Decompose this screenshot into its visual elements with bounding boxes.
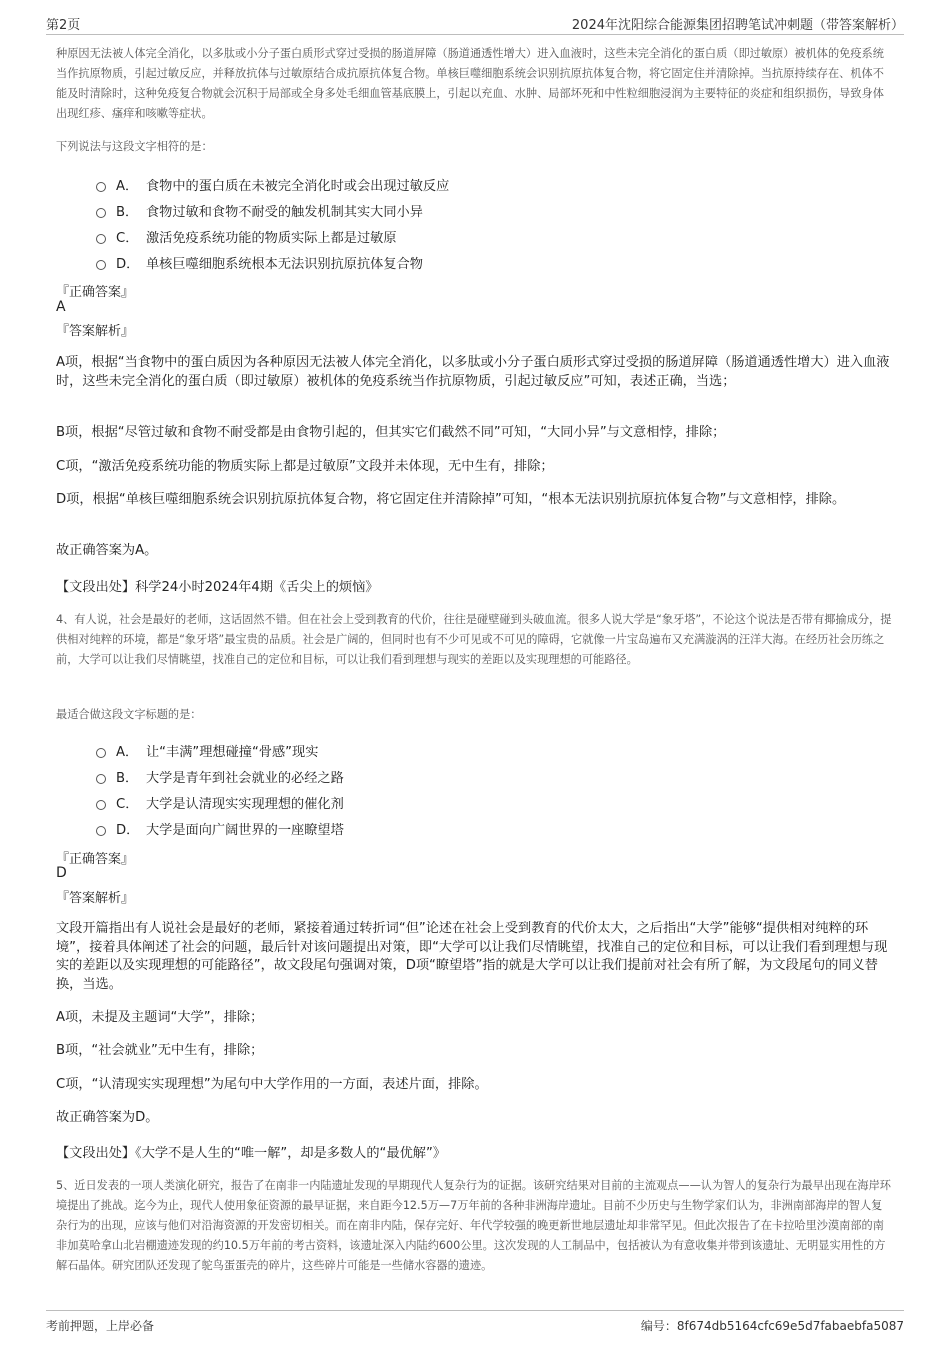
- q4-answer: D: [56, 865, 67, 881]
- q4-options: [96, 737, 344, 841]
- q4-passage: 4、有人说，社会是最好的老师，这话固然不错。但在社会上受到教育的代价，往往是碰壁碰到头破血流。很多人说大学是“象牙塔”，不论这个说法是否带有揶揄成分，提供相对纯粹的环境，都是“象牙塔”最宝贵的品质。社会是广阔的，但同时也有不少可见或不可见的障碍，它就像一片宝岛遍布又充满漩涡的汪洋大海。在经历社会历练之前，大学可以让我们尽情眺望，找准自己的定位和目标，可以让我们看到理想与现实的差距以及实现理想的可能路径。: [56, 613, 892, 666]
- q3-prompt: 下列说法与这段文字相符的是：: [56, 140, 213, 153]
- radio-icon[interactable]: [96, 774, 106, 784]
- q4-conclusion: 故正确答案为D。: [56, 1110, 159, 1125]
- radio-icon[interactable]: [96, 234, 106, 244]
- document-id: 编号：8f674db5164cfc69e5d7fabaebfa5087: [640, 1319, 904, 1333]
- q4-option-c[interactable]: C． 大学是认清现实实现理想的催化剂: [96, 789, 344, 815]
- q4-analysis-label: 『答案解析』: [56, 891, 135, 906]
- q3-option-c[interactable]: C． 激活免疫系统功能的物质实际上都是过敏原: [96, 223, 449, 249]
- radio-icon[interactable]: [96, 208, 106, 218]
- page-footer: [46, 1310, 904, 1337]
- q4-analysis-c: C项，“认清现实实现理想”为尾句中大学作用的一方面，表述片面，排除。: [56, 1077, 488, 1092]
- q3-answer-label: 『正确答案』: [56, 285, 135, 300]
- q3-answer: A: [56, 299, 66, 315]
- page-number: 第2页: [46, 18, 81, 33]
- radio-icon[interactable]: [96, 260, 106, 270]
- q3-analysis-c: C项，“激活免疫系统功能的物质实际上都是过敏原”文段并未体现，无中生有，排除；: [56, 459, 554, 474]
- q3-analysis-a: A项，根据“当食物中的蛋白质因为各种原因无法被人体完全消化，以多肽或小分子蛋白质形式穿过受损的肠道屏障（肠道通透性增大）进入血液时，这些未完全消化的蛋白质（即过敏原）被机体的免疫系统当作抗原物质，引起过敏反应”可知，表述正确，当选；: [56, 355, 890, 389]
- q4-option-b[interactable]: B． 大学是青年到社会就业的必经之路: [96, 763, 344, 789]
- q4-prompt: 最适合做这段文字标题的是：: [56, 708, 202, 721]
- q3-conclusion: 故正确答案为A。: [56, 543, 158, 558]
- page-header: [46, 12, 904, 35]
- q4-answer-label: 『正确答案』: [56, 852, 135, 867]
- q4-option-d[interactable]: D． 大学是面向广阔世界的一座瞭望塔: [96, 815, 344, 841]
- q3-options: [96, 171, 449, 275]
- q3-option-d[interactable]: D． 单核巨噬细胞系统根本无法识别抗原抗体复合物: [96, 249, 449, 275]
- q4-analysis-main: 文段开篇指出有人说社会是最好的老师，紧接着通过转折词“但”论述在社会上受到教育的代价太大，之后指出“大学”能够“提供相对纯粹的环境”，接着具体阐述了社会的问题，最后针对该问题提出对策，即“大学可以让我们尽情眺望，找准自己的定位和目标，可以让我们看到理想与现实的差距以及实现理想的可能路径”，故文段尾句强调对策，D项“瞭望塔”指的就是大学可以让我们提前对社会有所了解，为文段尾句的同义替换，当选。: [56, 921, 888, 992]
- q3-source: 【文段出处】科学24小时2024年4期《舌尖上的烦恼》: [56, 580, 379, 595]
- radio-icon[interactable]: [96, 800, 106, 810]
- q5-passage: 5、近日发表的一项人类演化研究，报告了在南非一内陆遗址发现的早期现代人复杂行为的证据。该研究结果对目前的主流观点——认为智人的复杂行为最早出现在海岸环境提出了挑战。迄今为止，现代人使用象征资源的最早证据，来自距今12.5万—7万年前的各种非洲海岸遗址。目前不少历史与生物学家们认为，非洲南部海岸的智人复杂行为的出现，应该与他们对沿海资源的开发密切相关。而在南非内陆，保存完好、年代学较强的晚更新世地层遗址却非常罕见。但此次报告了在卡拉哈里沙漠南部的南非加莫哈拿山北岩棚遗迹发现的约10.5万年前的考古资料，该遗址深入内陆约600公里。这次发现的人工制品中，包括被认为有意收集并带到该遗址、无明显实用性的方解石晶体。研究团队还发现了鸵鸟蛋蛋壳的碎片，这些碎片可能是一些储水容器的遗迹。: [56, 1179, 891, 1272]
- q4-option-a[interactable]: A． 让“丰满”理想碰撞“骨感”现实: [96, 737, 344, 763]
- q4-analysis-b: B项，“社会就业”无中生有，排除；: [56, 1043, 264, 1058]
- q3-analysis-label: 『答案解析』: [56, 324, 135, 339]
- q3-analysis-d: D项，根据“单核巨噬细胞系统会识别抗原抗体复合物，将它固定住并清除掉”可知，“根本无法识别抗原抗体复合物”与文意相悖，排除。: [56, 492, 846, 507]
- q4-analysis-a: A项，未提及主题词“大学”，排除；: [56, 1010, 264, 1025]
- q3-option-a[interactable]: A． 食物中的蛋白质在未被完全消化时或会出现过敏反应: [96, 171, 449, 197]
- q3-passage: 种原因无法被人体完全消化，以多肽或小分子蛋白质形式穿过受损的肠道屏障（肠道通透性增大）进入血液时，这些未完全消化的蛋白质（即过敏原）被机体的免疫系统当作抗原物质，引起过敏反应，并释放抗体与过敏原结合成抗原抗体复合物。单核巨噬细胞系统会识别抗原抗体复合物，将它固定住并清除掉。当抗原持续存在、机体不能及时清除时，这种免疫复合物就会沉积于局部或全身多处毛细血管基底膜上，引起以充血、水肿、局部坏死和中性粒细胞浸润为主要特征的炎症和组织损伤，导致身体出现红疹、瘙痒和咳嗽等症状。: [56, 47, 884, 120]
- radio-icon[interactable]: [96, 182, 106, 192]
- radio-icon[interactable]: [96, 826, 106, 836]
- footer-slogan: 考前押题，上岸必备: [46, 1319, 155, 1333]
- q3-option-b[interactable]: B． 食物过敏和食物不耐受的触发机制其实大同小异: [96, 197, 449, 223]
- radio-icon[interactable]: [96, 748, 106, 758]
- q3-analysis-b: B项，根据“尽管过敏和食物不耐受都是由食物引起的，但其实它们截然不同”可知，“大同小异”与文意相悖，排除；: [56, 425, 726, 440]
- document-title: 2024年沈阳综合能源集团招聘笔试冲刺题（带答案解析）: [571, 18, 904, 33]
- q4-source: 【文段出处】《大学不是人生的“唯一解”，却是多数人的“最优解”》: [56, 1146, 446, 1161]
